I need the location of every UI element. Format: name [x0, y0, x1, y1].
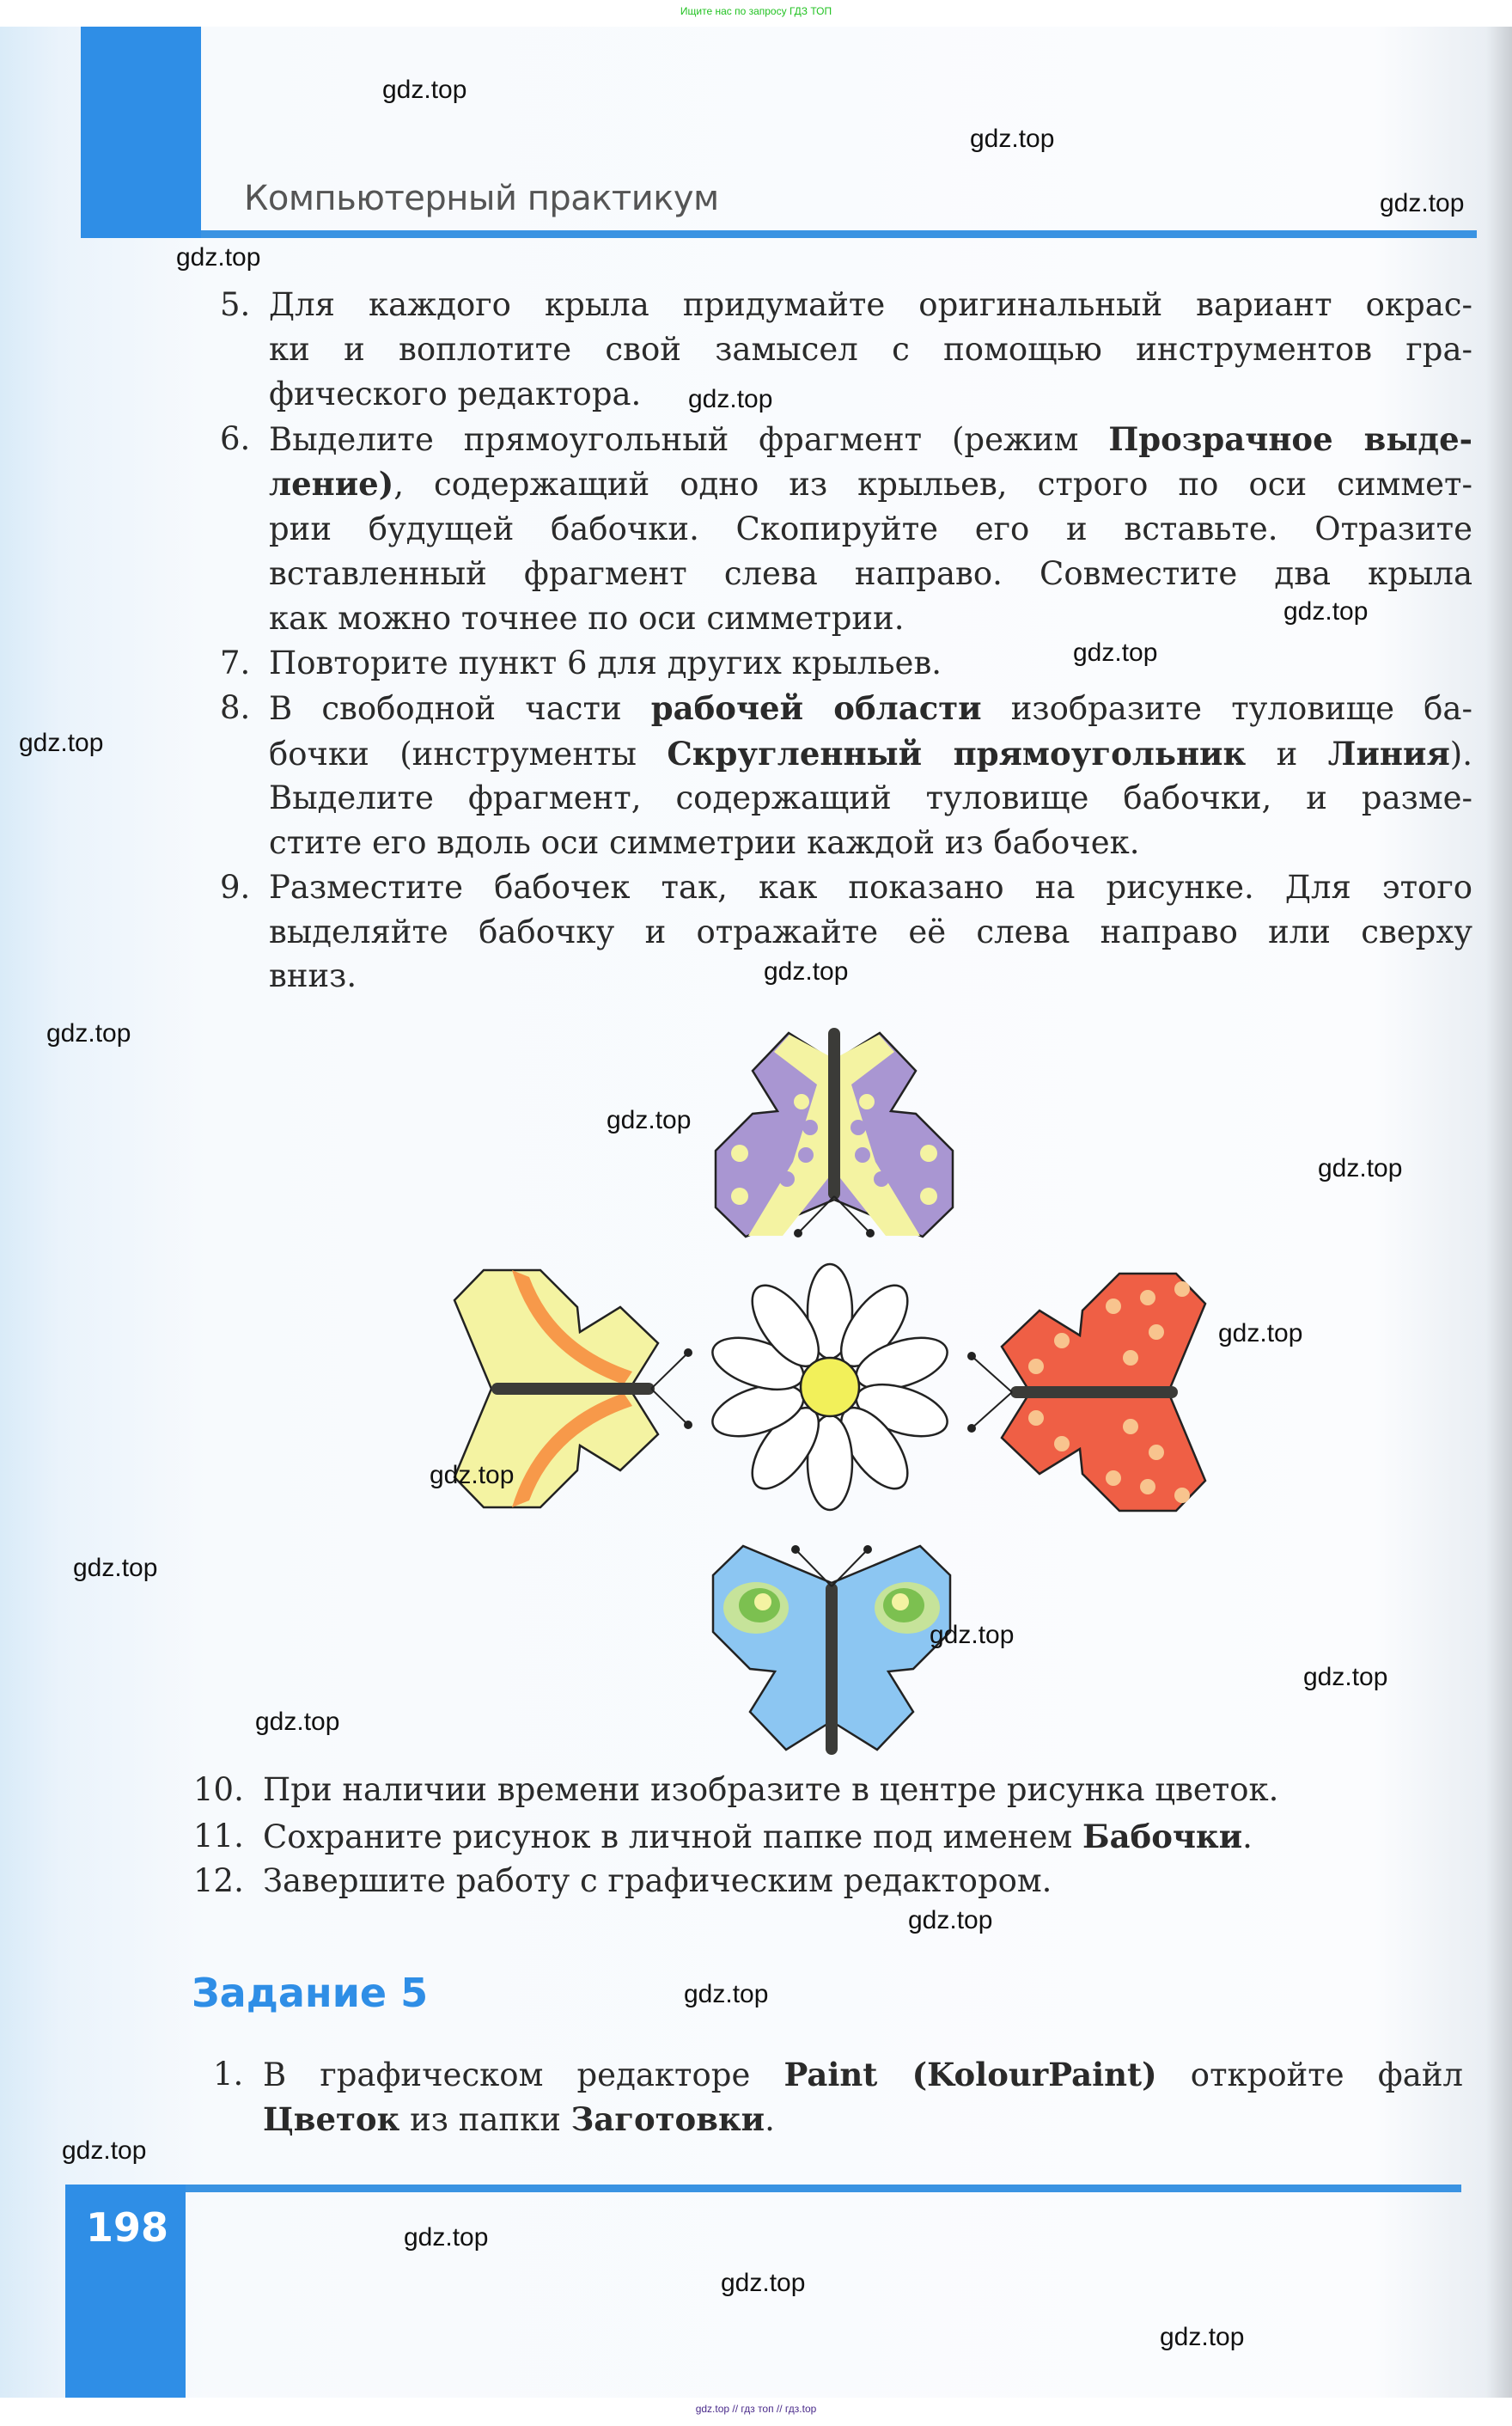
bold-term: Прозрачное выде-: [1108, 420, 1472, 458]
item-number: 8.: [220, 689, 251, 726]
bold-term: Скругленный прямоугольник: [667, 735, 1247, 773]
text: и: [1246, 736, 1328, 773]
text-line: вниз.: [269, 957, 357, 994]
purple-butterfly: [716, 1028, 953, 1237]
antenna-tip: [866, 1229, 875, 1237]
text-line: как можно точнее по оси симметрии.: [269, 600, 905, 637]
text-line: Повторите пункт 6 для других крыльев.: [269, 645, 942, 681]
flower: [706, 1264, 954, 1510]
watermark: gdz.top: [1218, 1319, 1303, 1347]
text: В свободной части: [269, 690, 651, 727]
butterfly-body: [826, 1583, 838, 1755]
butterfly-body: [1010, 1386, 1178, 1398]
text-line: Завершите работу с графическим редактором.: [263, 1862, 1052, 1899]
text: Сохраните рисунок в личной папке под именем: [263, 1818, 1082, 1855]
item-number: 10.: [193, 1771, 244, 1808]
butterfly-body: [491, 1383, 655, 1395]
watermark: gdz.top: [908, 1906, 993, 1934]
bold-term: Paint (KolourPaint): [783, 2056, 1157, 2093]
watermark: gdz.top: [1303, 1663, 1388, 1691]
watermark: gdz.top: [62, 2136, 147, 2165]
antennae: [972, 1356, 1012, 1428]
watermark: gdz.top: [430, 1461, 515, 1489]
item-number: 6.: [220, 420, 251, 457]
text: , содержащий одно из крыльев, строго по оси симмет-: [393, 466, 1472, 503]
blue-butterfly: [713, 1545, 950, 1755]
watermark: gdz.top: [382, 76, 467, 104]
watermark: gdz.top: [1073, 639, 1158, 667]
item-number: 9.: [220, 869, 251, 906]
watermark: gdz.top: [684, 1980, 769, 2008]
text-line: Для каждого крыла придумайте оригинальный вариант окрас-: [269, 286, 1472, 323]
butterfly-body: [828, 1028, 840, 1200]
watermark: gdz.top: [607, 1106, 692, 1134]
bold-term: Заготовки: [570, 2100, 765, 2138]
text-line: Выделите фрагмент, содержащий туловище бабочки, и разме-: [269, 779, 1472, 816]
text: В графическом редакторе: [263, 2056, 784, 2093]
antennae: [651, 1353, 688, 1425]
watermark: gdz.top: [255, 1708, 340, 1736]
task-5-heading: Задание 5: [192, 1970, 429, 2016]
text-line: [263, 1814, 1253, 1859]
watermark: gdz.top: [764, 957, 849, 986]
text-line: При наличии времени изобразите в центре рисунка цветок.: [263, 1771, 1279, 1808]
watermark: gdz.top: [1160, 2323, 1245, 2351]
page-number: 198: [86, 2204, 169, 2251]
watermark: gdz.top: [1380, 189, 1465, 217]
text: изобразите туловище ба-: [981, 690, 1472, 727]
text-line: рии будущей бабочки. Скопируйте его и вставьте. Отразите: [269, 510, 1472, 547]
bold-term: рабочей области: [650, 689, 982, 727]
item-number: 12.: [193, 1862, 244, 1899]
text-line: [263, 2052, 1463, 2097]
watermark: gdz.top: [970, 125, 1055, 153]
bold-term: ление): [269, 465, 394, 503]
watermark: gdz.top: [19, 729, 104, 757]
watermark: gdz.top: [73, 1554, 158, 1582]
text-line: фического редактора.: [269, 376, 642, 412]
text-line: ки и воплотите свой замысел с помощью инструментов гра-: [269, 331, 1472, 368]
text: откройте файл: [1156, 2056, 1463, 2093]
watermark: gdz.top: [404, 2223, 489, 2252]
watermark: gdz.top: [721, 2269, 806, 2297]
footer-rule: [186, 2185, 1461, 2192]
bold-term: Бабочки: [1082, 1818, 1243, 1855]
bottom-note: gdz.top // гдз топ // гдз.top: [695, 2403, 817, 2415]
text-line: выделяйте бабочку и отражайте её слева направо или сверху: [269, 914, 1472, 950]
watermark: gdz.top: [176, 243, 261, 272]
watermark: gdz.top: [688, 385, 773, 413]
bold-term: Линия: [1327, 735, 1450, 773]
red-butterfly: [967, 1274, 1205, 1511]
top-note: Ищите нас по запросу ГДЗ ТОП: [680, 5, 832, 17]
watermark: gdz.top: [1283, 597, 1369, 626]
bold-term: Цветок: [263, 2100, 400, 2138]
text-line: Разместите бабочек так, как показано на рисунке. Для этого: [269, 869, 1472, 906]
flower-center: [801, 1358, 859, 1416]
watermark: gdz.top: [1318, 1154, 1403, 1182]
item-number: 5.: [220, 286, 251, 323]
watermark: gdz.top: [46, 1019, 131, 1048]
text: Выделите прямоугольный фрагмент (режим: [269, 421, 1109, 458]
text: ).: [1449, 736, 1472, 773]
text-line: вставленный фрагмент слева направо. Совместите два крыла: [269, 555, 1472, 592]
page-header-title: Компьютерный практикум: [244, 179, 719, 218]
text: из папки: [399, 2101, 571, 2138]
watermark: gdz.top: [930, 1621, 1015, 1649]
text: .: [1242, 1818, 1253, 1855]
text: .: [765, 2101, 775, 2138]
text-line: стите его вдоль оси симметрии каждой из бабочек.: [269, 824, 1140, 861]
text-line: [263, 2097, 775, 2142]
item-number: 11.: [193, 1818, 244, 1855]
antenna-tip: [794, 1229, 802, 1237]
item-number: 1.: [213, 2056, 244, 2093]
text: бочки (инструменты: [269, 736, 668, 773]
item-number: 7.: [220, 645, 251, 681]
